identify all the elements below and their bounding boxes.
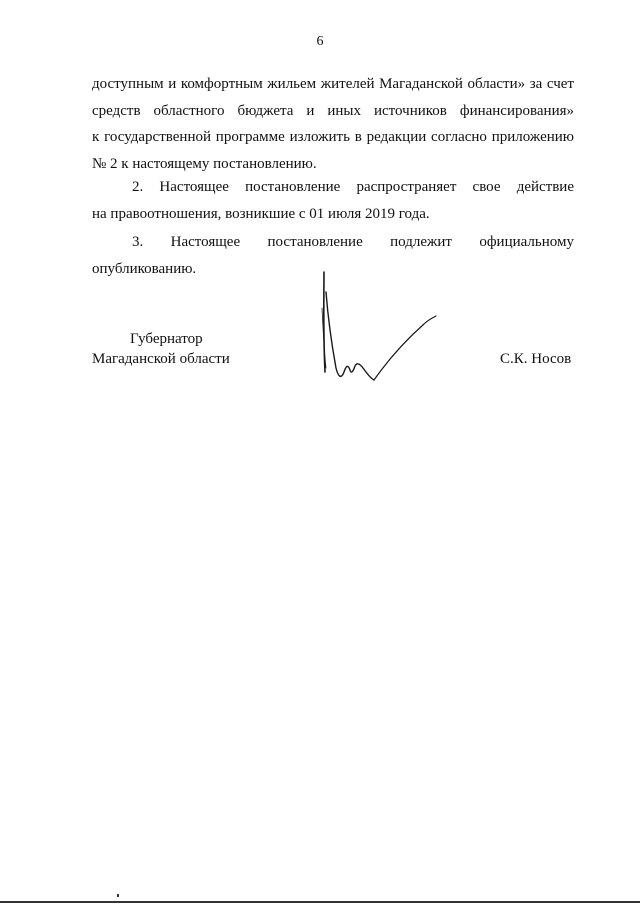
text-line: 2. Настоящее постановление распространяет свое действие: [132, 179, 574, 195]
paragraph-effective-date: [92, 174, 574, 227]
text-line: 3. Настоящее постановление подлежит официальному: [132, 234, 574, 250]
text-line: к государственной программе изложить в редакции согласно приложению: [92, 129, 574, 145]
text-line: средств областного бюджета и иных источников финансирования»: [92, 102, 574, 119]
signer-name: С.К. Носов: [500, 351, 572, 367]
handwritten-signature-icon: [308, 268, 458, 398]
scan-mark: [117, 894, 119, 897]
text-line: № 2 к настоящему постановлению.: [92, 155, 317, 172]
page-number: 6: [316, 34, 324, 49]
text-line: на правоотношения, возникшие с 01 июля 2019 года.: [92, 205, 430, 222]
position-title: Губернатор: [130, 331, 203, 347]
signer-position: [92, 329, 292, 369]
text-line: доступным и комфортным жильем жителей Магаданской области» за счет: [92, 76, 574, 92]
paragraph-program-amendment: [92, 71, 574, 177]
position-region: Магаданской области: [92, 351, 230, 367]
page-bottom-rule: [0, 901, 640, 903]
text-line: опубликованию.: [92, 260, 197, 277]
